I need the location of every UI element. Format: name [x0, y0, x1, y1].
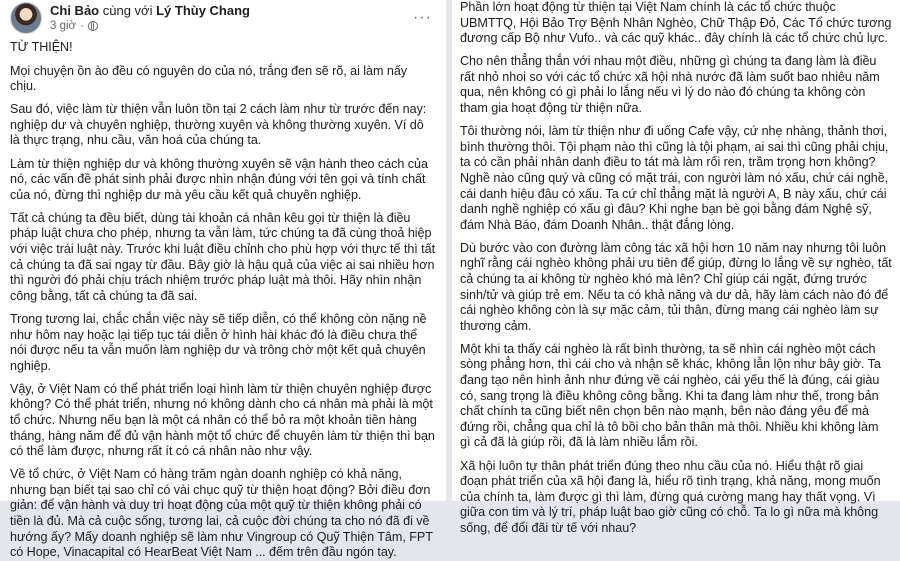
paragraph: Cho nên thẳng thắn với nhau một điều, những gì chúng ta đang làm là điều rất nhỏ nhoi so với các tổ chức xã hội nhà nước đã làm suốt bao nhiêu năm qua, nên không có gì phải lo lắng nếu vì lý do nào đó chúng ta không còn tham gia hoạt động từ thiện nữa.: [460, 54, 880, 116]
meta-dot: ·: [80, 20, 84, 32]
paragraph: Mọi chuyện ồn ào đều có nguyên do của nó, trắng đen sẽ rõ, ai làm nấy chịu.: [10, 63, 408, 94]
paragraph: Xã hội luôn tự thân phát triển đúng theo nhu cầu của nó. Hiểu thật rõ giai đoạn phát triển của xã hội đang là, hiểu rõ tình trạng, khả năng, mong muốn của chính ta, làm được gì thì làm, đừng quá cường mang hay thất vọng. Vì giữa con tim và lý trí, pháp luật bao giờ cũng có chỗ. Ta lo gì nữa mà không sống, để đổi đãi từ tế với nhau?: [460, 458, 881, 535]
post-header: [10, 0, 436, 36]
paragraph: Về tổ chức, ở Việt Nam có hàng trăm ngàn doanh nghiệp có khả năng, nhưng bạn biết tại sao chỉ có vài chục quỹ từ thiện hoạt động? Bởi điều đơn giản: để vận hành và duy trì hoạt động của một quỹ từ thiện không phải có tiền là đủ. Mà cả cuộc sống, tương lai, cả cuộc đời chúng ta cho nó đã đi về hướng ấy? Mấy doanh nghiệp sẽ làm như Vingroup có Quỹ Thiện Tâm, FPT có Hope, Vinacapital có HearBeat Việt Nam ... đếm trên đầu ngón tay.: [10, 467, 433, 560]
paragraph: Sau đó, việc làm từ thiện vẫn luôn tồn tại 2 cách làm như từ trước đến nay: nghiệp dư và chuyên nghiệp, thường xuyên và không thường xuyên. Ví dô là thực trạng, nhu cầu, văn hoá của chúng ta.: [10, 102, 427, 148]
paragraph: Vậy, ở Việt Nam có thể phát triển loại hình làm từ thiện chuyên nghiệp được không? Có thể phát triển, nhưng nó không dành cho cá nhân mà phải là một tổ chức. Nhưng nếu bạn là một cá nhân có thể bỏ ra một khoản tiền hàng tháng, hàng năm để đủ vận hành một tổ chức để chuyên làm từ thiện thì bạn có thể làm được, nhưng rất ít có cá nhân nào như vậy.: [10, 381, 435, 459]
post-left-column: [0, 0, 446, 560]
paragraph: Làm từ thiện nghiệp dư và không thường xuyên sẽ vận hành theo cách của nó, các vấn đề phát sinh phải được nhìn nhận đúng với tên gọi và tính chất của nó, đừng thì nghiệp dư mà yêu cầu kết quả chuyên nghiệp.: [10, 156, 428, 202]
post-right-column: [452, 0, 900, 535]
paragraph: Tất cả chúng ta đều biết, dùng tài khoản cá nhân kêu gọi từ thiện là điều pháp luật chưa cho phép, nhưng ta vẫn làm, tức chúng ta đã cùng thoả hiệp với việc trái luật này. Trước khi luật điều chỉnh cho phù hợp với thực tế thì tất cả chúng ta đã sai ngay từ đầu. Bây giờ là hậu quả của việc ai sai nhiều hơn thì người đó phải chịu trách nhiệm trước pháp luật mà thôi. Hãy nhìn nhận công bằng, tất cả chúng ta đã sai.: [10, 210, 436, 303]
with-text: cùng với: [102, 3, 153, 18]
post-author-line: [50, 3, 250, 19]
author-avatar[interactable]: [10, 2, 42, 34]
paragraph: Dù bước vào con đường làm công tác xã hội hơn 10 năm nay nhưng tôi luôn nghĩ rằng cái nghèo không phải ưu tiên để giúp, đừng lo lắng về sự nghèo, tất cả chúng ta ai không từ nghèo khó mà lên? Chỉ giúp cái ngặt, đứng trước sinh/tử và giúp trẻ em. Nếu ta có khả năng và dư dả, hãy làm cách nào đó để cái nghèo không còn là sự mặc cảm, tủi thân, đừng mang cái nghèo làm sự thương cảm.: [460, 240, 892, 333]
post-header-text: [50, 3, 250, 33]
more-options-button[interactable]: ···: [413, 9, 432, 26]
post-meta: [50, 19, 250, 33]
author-name[interactable]: Chi Bảo: [50, 3, 100, 18]
paragraph: Trong tương lai, chắc chắn việc này sẽ tiếp diễn, có thể không còn nặng nề như hôm nay hoặc lại tiếp tục tái diễn ở hình hài khác đó là điều chưa thể nói được nếu ta vẫn muốn làm nghiệp dư và trông chờ một kết quả chuyên nghiệp.: [10, 311, 427, 373]
paragraph: Tôi thường nói, làm từ thiện như đi uống Cafe vậy, cứ nhẹ nhàng, thảnh thơi, bình thường thôi. Tội phạm nào thì cũng là tội phạm, ai sai thì cũng phải chịu, ta có cần phải nhân danh điều to tát mà làm rối ren, trầm trọng hơn không? Nghề nào cũng quý và cũng có mặt trái, con người làm nó xấu, chứ cái nghề, cái danh hiệu đâu có xấu. Ta cứ chỉ thẳng mặt là người A, B này xấu, chứ cái danh nghề nghiệp có xấu gì đâu? Khi nghe bạn bè gọi bằng đám Nghệ sỹ, đám Nhà Báo, đám Doanh Nhân.. thật đắng lòng.: [460, 124, 889, 232]
post-title: TỪ THIỆN!: [10, 40, 73, 54]
post-time[interactable]: 3 giờ: [50, 20, 77, 32]
paragraph: Một khi ta thấy cái nghèo là rất bình thường, ta sẽ nhìn cái nghèo một cách sòng phẳng hơn, thì cái cho và nhận sẽ khác, không lẫn lộn như bây giờ. Ta đang tạo nên hình ảnh như đứng về cái nghèo, cái yếu thế là đúng, cái giàu có, sang trọng là điều không công bằng. Khi ta đang làm như thế, trong bản chất chính ta cũng biết nên chọn bên nào mạnh, bên nào đáng yêu để mà đứng rồi, chẳng qua chỉ là tô bồi cho bản thân mà thôi. Nhiều khi không làm gì cả đã là giúp rồi, đã là làm nhiều lắm rồi.: [460, 341, 881, 450]
globe-icon[interactable]: [88, 21, 98, 31]
paragraph: Phần lớn hoạt động từ thiện tại Việt Nam chính là các tổ chức thuộc UBMTTQ, Hội Bảo Trợ Bệnh Nhân Nghèo, Chữ Thập Đỏ, Các Tổ chức tương đương cấp Bộ như Vufo.. và các quỹ khác.. đây chính là các tổ chức chủ lực.: [460, 0, 892, 46]
tagged-user[interactable]: Lý Thùy Chang: [156, 3, 250, 18]
